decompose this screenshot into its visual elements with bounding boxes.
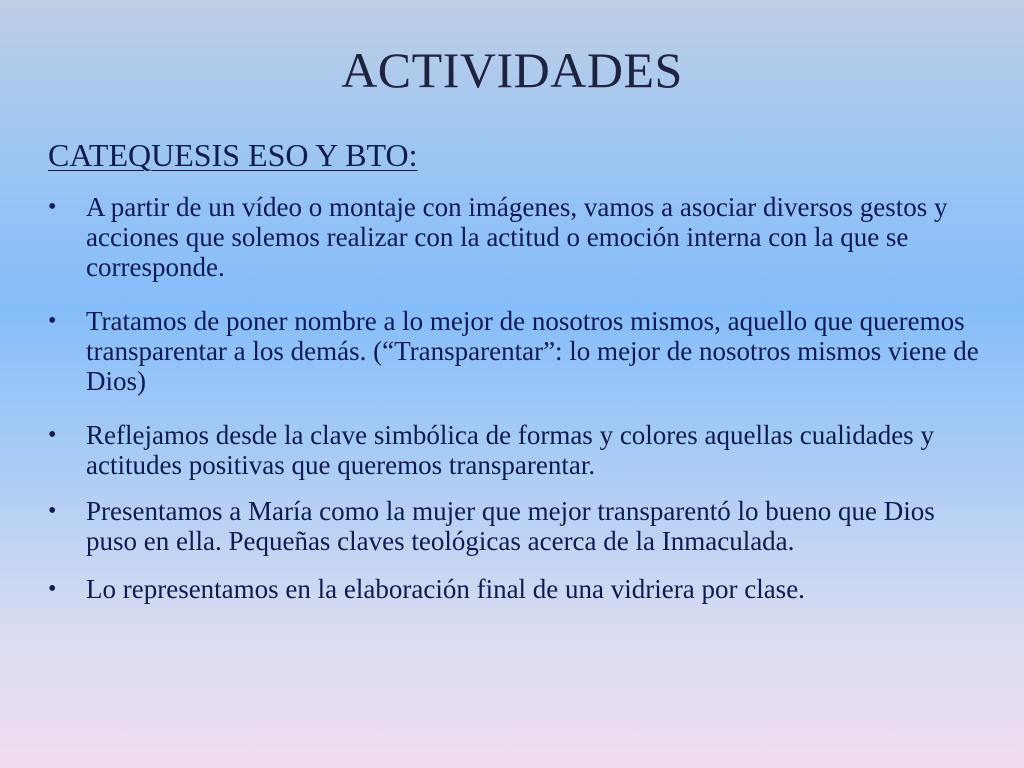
slide-content: [48, 136, 988, 628]
section-subtitle: CATEQUESIS ESO Y BTO:: [48, 137, 418, 173]
bullet-item: [48, 496, 988, 556]
bullet-text: A partir de un vídeo o montaje con imágenes, vamos a asociar diversos gestos y acciones que solemos realizar con la actitud o emoción interna con la que se corresponde.: [86, 192, 948, 282]
slide-title: ACTIVIDADES: [341, 42, 683, 98]
bullet-text: Tratamos de poner nombre a lo mejor de nosotros mismos, aquello que queremos transparentar a los demás. (“Transparentar”: lo mejor de nosotros mismos viene de Dios): [86, 306, 979, 396]
bullet-icon: •: [48, 576, 57, 602]
bullet-text: Reflejamos desde la clave simbólica de formas y colores aquellas cualidades y actitudes positivas que queremos transparentar.: [86, 420, 934, 480]
bullet-item: [48, 192, 988, 282]
bullet-text: Presentamos a María como la mujer que mejor transparentó lo bueno que Dios puso en ella. Pequeñas claves teológicas acerca de la Inmaculada.: [86, 496, 935, 556]
bullet-item: [48, 574, 988, 604]
bullet-icon: •: [48, 194, 57, 220]
bullet-list: [48, 192, 988, 604]
bullet-item: [48, 420, 988, 480]
bullet-icon: •: [48, 422, 57, 448]
bullet-item: [48, 306, 988, 396]
bullet-icon: •: [48, 498, 57, 524]
bullet-icon: •: [48, 308, 57, 334]
bullet-text: Lo representamos en la elaboración final de una vidriera por clase.: [86, 574, 805, 604]
